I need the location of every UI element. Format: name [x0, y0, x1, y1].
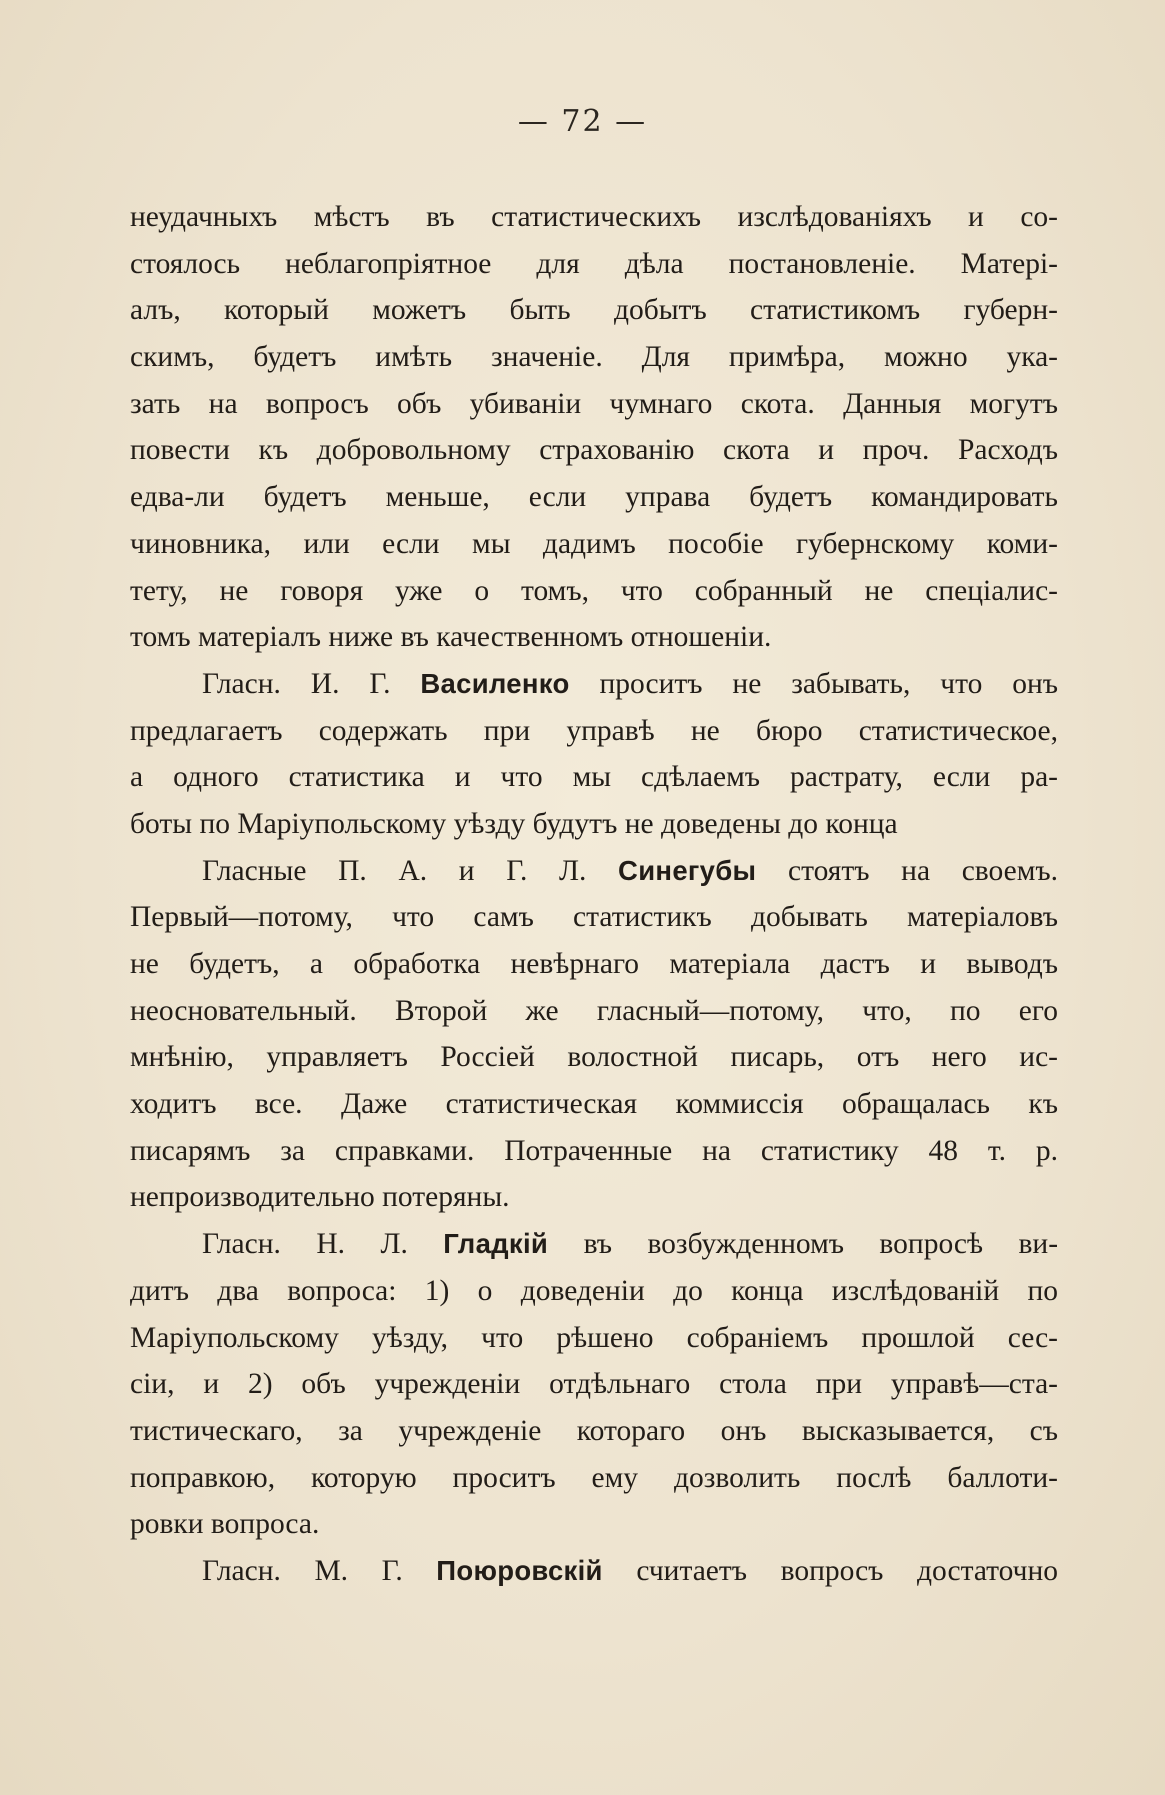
body-text	[130, 194, 1058, 1595]
paragraph-first-line	[130, 1548, 1058, 1595]
speaker-title: Гласн. И. Г.	[202, 667, 391, 700]
text-line: мнѣнію, управляетъ Россіей волостной писарь, отъ него ис-	[130, 1041, 1058, 1074]
text-line: ходитъ все. Даже статистическая коммиссія обращалась къ	[130, 1088, 1058, 1121]
paragraph-first-line	[130, 661, 1058, 708]
text-line: поправкою, которую проситъ ему дозволить послѣ баллоти-	[130, 1461, 1058, 1494]
text-line: томъ матеріалъ ниже въ качественномъ отношеніи.	[130, 621, 772, 654]
text-line: чиновника, или если мы дадимъ пособіе губернскому коми-	[130, 527, 1058, 560]
text-line: неудачныхъ мѣстъ въ статистическихъ изслѣдованіяхъ и со-	[130, 201, 1058, 233]
text-line: ровки вопроса.	[130, 1508, 320, 1541]
text-fragment: въ возбужденномъ вопросѣ ви-	[583, 1228, 1059, 1261]
text-line: едва-ли будетъ меньше, если управа будетъ командировать	[130, 481, 1058, 514]
text-line: неосновательный. Второй же гласный—потому, что, по его	[130, 994, 1058, 1027]
speaker-name: Гладкій	[443, 1228, 549, 1260]
text-line: дитъ два вопроса: 1) о доведеніи до конца изслѣдованій по	[130, 1274, 1058, 1307]
text-line: скимъ, будетъ имѣть значеніе. Для примѣра, можно ука-	[130, 341, 1058, 374]
page-number: — 72 —	[517, 104, 648, 139]
speaker-name: Синегубы	[618, 854, 757, 886]
text-line: Маріупольскому уѣзду, что рѣшено собраніемъ прошлой сес-	[130, 1321, 1058, 1354]
text-line: алъ, который можетъ быть добытъ статистикомъ губерн-	[130, 294, 1058, 327]
speaker-name: Василенко	[420, 667, 570, 699]
text-line: повести къ добровольному страхованію скота и проч. Расходъ	[130, 434, 1058, 467]
speaker-title: Гласн. Н. Л.	[202, 1228, 408, 1261]
text-line: Первый—потому, что самъ статистикъ добывать матеріаловъ	[130, 901, 1058, 934]
text-line: не будетъ, а обработка невѣрнаго матеріала дастъ и выводъ	[130, 948, 1058, 980]
text-fragment: стоятъ на своемъ.	[788, 854, 1059, 887]
paragraph-first-line	[130, 1221, 1058, 1268]
text-fragment: проситъ не забывать, что онъ	[599, 667, 1058, 700]
text-line: боты по Маріупольскому уѣзду будутъ не доведены до конца	[130, 807, 898, 840]
text-line: писарямъ за справками. Потраченные на статистику 48 т. р.	[130, 1134, 1058, 1167]
text-line: непроизводительно потеряны.	[130, 1181, 510, 1214]
text-line: зать на вопросъ объ убиваніи чумнаго скота. Данныя могутъ	[130, 387, 1058, 420]
paragraph-first-line	[130, 848, 1058, 895]
text-line: а одного статистика и что мы сдѣлаемъ растрату, если ра-	[130, 761, 1058, 794]
speaker-title: Гласн. М. Г.	[202, 1554, 403, 1587]
speaker-name: Поюровскій	[436, 1554, 603, 1586]
text-fragment: считаетъ вопросъ достаточно	[636, 1554, 1059, 1587]
text-line: тету, не говоря уже о томъ, что собранный не спеціалис-	[130, 574, 1058, 607]
text-line: сіи, и 2) объ учрежденіи отдѣльнаго стола при управѣ—ста-	[130, 1368, 1058, 1401]
text-line: предлагаетъ содержать при управѣ не бюро статистическое,	[130, 714, 1058, 747]
text-line: стоялось неблагопріятное для дѣла постановленіе. Матері-	[130, 247, 1058, 280]
text-line: тистическаго, за учрежденіе котораго онъ высказывается, съ	[130, 1414, 1058, 1447]
speaker-title: Гласные П. А. и Г. Л.	[202, 854, 587, 887]
